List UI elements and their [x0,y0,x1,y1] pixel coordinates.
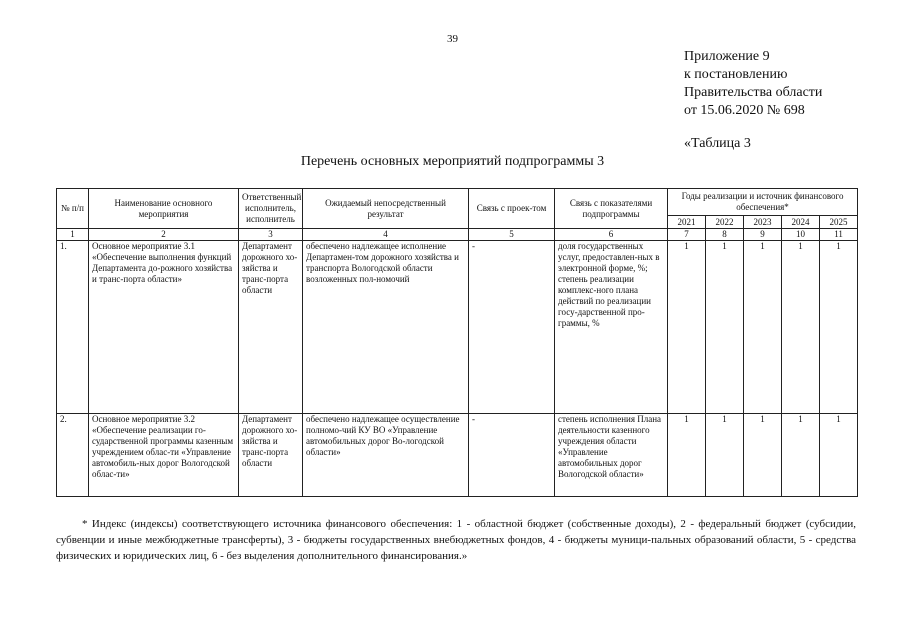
row-executor: Департамент дорожного хо-зяйства и транс-порта области [239,414,303,497]
header-num: № п/п [57,189,89,229]
header-year: 2025 [820,216,858,229]
row-year-value: 1 [668,241,706,414]
column-number: 6 [555,229,668,241]
row-year-value: 1 [744,241,782,414]
page-number: 39 [447,33,458,45]
header-year: 2024 [782,216,820,229]
column-number: 4 [303,229,469,241]
appendix-line: Правительства области [684,85,823,100]
table-label: «Таблица 3 [684,136,751,151]
row-indicators: доля государственных услуг, предоставлен-ных в электронной форме, %; степень реализации комплекс-ного плана действий по реализации госу-дарственной про-граммы, % [555,241,668,414]
header-years-group: Годы реализации и источник финансового обеспечения* [668,189,858,216]
row-project: - [469,414,555,497]
column-number: 5 [469,229,555,241]
measures-table [56,188,858,497]
appendix-block [684,48,822,120]
column-number: 3 [239,229,303,241]
row-year-value: 1 [782,241,820,414]
header-row [57,189,858,216]
row-indicators: степень исполнения Плана деятельности казенного учреждения области «Управление автомобильных дорог Вологодской области» [555,414,668,497]
header-year: 2022 [706,216,744,229]
row-executor: Департамент дорожного хо-зяйства и транс-порта области [239,241,303,414]
appendix-line: Приложение 9 [684,49,770,64]
document-title: Перечень основных мероприятий подпрограммы 3 [300,154,605,169]
footnote: * Индекс (индексы) соответствующего источника финансового обеспечения: 1 - областной бюджет (собственные доходы), 2 - федеральный бюджет (субсидии, субвенции и иные межбюджетные трансферты), 3 - бюджеты государственных внебюджетных фондов, 4 - бюджеты муници-пальных образований области, 5 - средства физических и юридических лиц, 6 - без выделения дополнительного финансирования.» [56,518,856,562]
appendix-line: к постановлению [684,67,788,82]
row-result: обеспечено надлежащее осуществление полномо-чий КУ ВО «Управление автомобильных дорог Во-логодской области» [303,414,469,497]
header-year: 2023 [744,216,782,229]
header-result: Ожидаемый непосредственный результат [303,189,469,229]
row-year-value: 1 [820,241,858,414]
header-executor: Ответственный исполнитель, исполнитель [239,189,303,229]
row-result: обеспечено надлежащее исполнение Департамен-том дорожного хозяйства и транспорта Вологодской области возложенных пол-номочий [303,241,469,414]
column-number: 10 [782,229,820,241]
header-name: Наименование основного мероприятия [89,189,239,229]
header-indicators: Связь с показателями подпрограммы [555,189,668,229]
column-number: 2 [89,229,239,241]
row-number: 2. [57,414,89,497]
table-row [57,241,858,414]
row-year-value: 1 [668,414,706,497]
column-number: 7 [668,229,706,241]
row-year-value: 1 [706,241,744,414]
row-number: 1. [57,241,89,414]
row-year-value: 1 [706,414,744,497]
table-row [57,414,858,497]
row-project: - [469,241,555,414]
column-number: 1 [57,229,89,241]
header-year: 2021 [668,216,706,229]
column-number-row [57,229,858,241]
row-year-value: 1 [782,414,820,497]
appendix-line: от 15.06.2020 № 698 [684,103,805,118]
header-project: Связь с проек-том [469,189,555,229]
row-year-value: 1 [744,414,782,497]
row-name: Основное мероприятие 3.1 «Обеспечение выполнения функций Департамента до-рожного хозяйства и транс-порта области» [89,241,239,414]
row-name: Основное мероприятие 3.2 «Обеспечение реализации го-сударственной программы казенным учреждением облас-ти «Управление автомобиль-ных дорог Вологодской облас-ти» [89,414,239,497]
row-year-value: 1 [820,414,858,497]
column-number: 8 [706,229,744,241]
column-number: 9 [744,229,782,241]
column-number: 11 [820,229,858,241]
